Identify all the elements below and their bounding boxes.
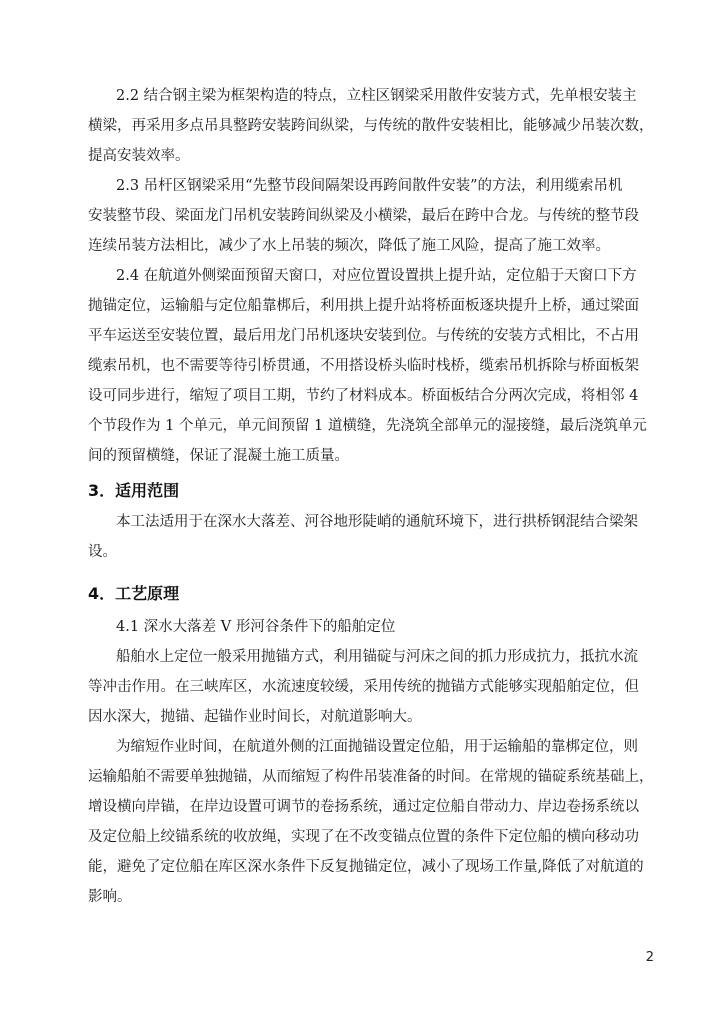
text-line: 为缩短作业时间，在航道外侧的江面抛锚设置定位船，用于运输船的靠梆定位，则 (116, 739, 638, 755)
text-line: 设。 (88, 544, 117, 560)
section-heading: 4．工艺原理 (88, 584, 180, 603)
text-line: 及定位船上绞锚系统的收放绳，实现了在不改变锚点位置的条件下定位船的横向移动功 (88, 829, 639, 845)
text-line: 平车运送至安装位置，最后用龙门吊机逐块安装到位。与传统的安装方式相比，不占用 (88, 328, 639, 344)
text-line: 运输船舶不需要单独抛锚，从而缩短了构件吊装准备的时间。在常规的锚碇系统基础上， (88, 769, 654, 785)
text-line: 提高安装效率。 (88, 148, 190, 164)
text-line: 因水深大，抛锚、起锚作业时间长，对航道影响大。 (88, 709, 422, 725)
text-line: 2.2 结合钢主梁为框架构造的特点，立柱区钢梁采用散件安装方式，先单根安装主 (116, 88, 637, 104)
text-line: 影响。 (88, 889, 132, 905)
text-line: 连续吊装方法相比，减少了水上吊装的频次，降低了施工风险，提高了施工效率。 (88, 238, 610, 254)
text-line: 2.3 吊杆区钢梁采用“先整节段间隔架设再跨间散件安装”的方法，利用缆索吊机 (116, 178, 623, 194)
text-line: 缆索吊机，也不需要等待引桥贯通，不用搭设桥头临时栈桥，缆索吊机拆除与桥面板架 (88, 358, 639, 374)
text-line: 船舶水上定位一般采用抛锚方式，利用锚碇与河床之间的抓力形成抗力，抵抗水流 (116, 649, 638, 665)
text-line: 能，避免了定位船在库区深水条件下反复抛锚定位，减小了现场工作量,降低了对航道的 (88, 859, 644, 875)
text-line: 设可同步进行，缩短了项目工期，节约了材料成本。桥面板结合分两次完成，将相邻 4 (88, 388, 639, 404)
text-line: 等冲击作用。在三峡库区，水流速度较缓，采用传统的抛锚方式能够实现船舶定位，但 (88, 679, 639, 695)
subsection-heading: 4.1 深水大落差 V 形河谷条件下的船舶定位 (116, 619, 396, 635)
text-line: 抛锚定位，运输船与定位船靠梆后，利用拱上提升站将桥面板逐块提升上桥，通过梁面 (88, 298, 639, 314)
section-heading: 3．适用范围 (88, 481, 180, 500)
text-line: 个节段作为 1 个单元，单元间预留 1 道横缝，先浇筑全部单元的湿接缝，最后浇筑单元 (88, 418, 647, 434)
text-line: 安装整节段、梁面龙门吊机安装跨间纵梁及小横梁，最后在跨中合龙。与传统的整节段 (88, 208, 639, 224)
text-line: 本工法适用于在深水大落差、河谷地形陡峭的通航环境下，进行拱桥钢混结合梁架 (116, 514, 638, 530)
text-line: 2.4 在航道外侧梁面预留天窗口，对应位置设置拱上提升站，定位船于天窗口下方 (116, 268, 637, 284)
text-line: 间的预留横缝，保证了混凝土施工质量。 (88, 448, 349, 464)
text-line: 横梁，再采用多点吊具整跨安装跨间纵梁，与传统的散件安装相比，能够减少吊装次数， (88, 118, 654, 134)
page-number: 2 (645, 950, 654, 965)
text-line: 增设横向岸锚，在岸边设置可调节的卷扬系统，通过定位船自带动力、岸边卷扬系统以 (88, 799, 639, 815)
